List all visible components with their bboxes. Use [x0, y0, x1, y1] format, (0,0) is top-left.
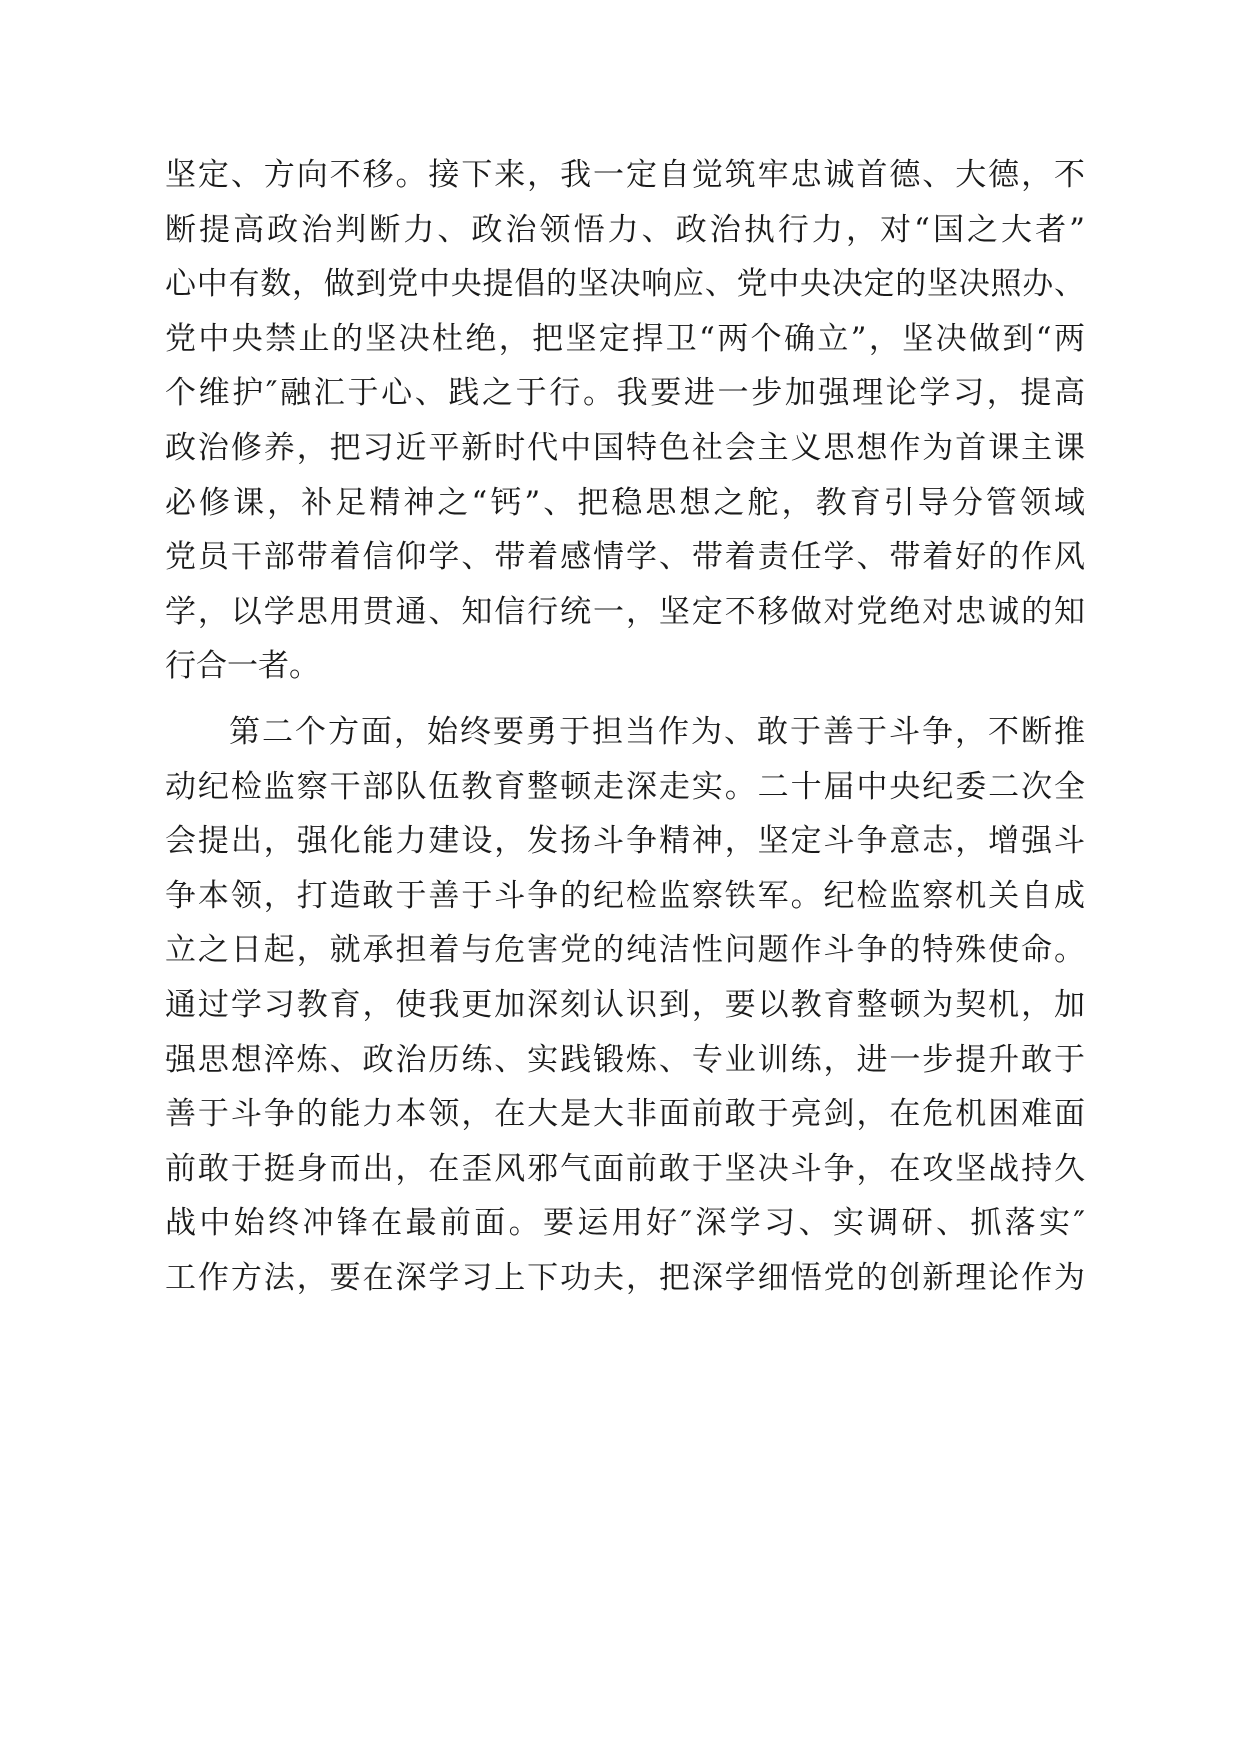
text-line: 心中有数，做到党中央提倡的坚决响应、党中央决定的坚决照办、: [165, 266, 1085, 303]
paragraph-1: [165, 148, 1085, 694]
text-line: 动纪检监察干部队伍教育整顿走深走实。二十届中央纪委二次全: [165, 768, 1085, 805]
text-line: 断提高政治判断力、政治领悟力、政治执行力，对“国之大者”: [165, 211, 1085, 248]
text-line: 第二个方面，始终要勇于担当作为、敢于善于斗争，不断推: [229, 713, 1085, 750]
text-line: 善于斗争的能力本领，在大是大非面前敢于亮剑，在危机困难面: [165, 1096, 1085, 1133]
text-line: 学，以学思用贯通、知信行统一，坚定不移做对党绝对忠诚的知: [165, 593, 1085, 630]
paragraph-2: [165, 705, 1085, 1306]
text-line: 行合一者。: [165, 648, 320, 685]
text-line: 工作方法，要在深学习上下功夫，把深学细悟党的创新理论作为: [165, 1259, 1085, 1296]
text-line: 党中央禁止的坚决杜绝，把坚定捍卫“两个确立”，坚决做到“两: [165, 320, 1085, 357]
text-line: 通过学习教育，使我更加深刻认识到，要以教育整顿为契机，加: [165, 986, 1085, 1023]
text-line: 强思想淬炼、政治历练、实践锻炼、专业训练，进一步提升敢于: [165, 1041, 1085, 1078]
text-line: 党员干部带着信仰学、带着感情学、带着责任学、带着好的作风: [165, 539, 1085, 576]
text-line: 个维护″融汇于心、践之于行。我要进一步加强理论学习，提高: [165, 375, 1085, 412]
text-line: 战中始终冲锋在最前面。要运用好″深学习、实调研、抓落实″: [165, 1205, 1085, 1242]
text-line: 会提出，强化能力建设，发扬斗争精神，坚定斗争意志，增强斗: [165, 823, 1085, 860]
text-line: 政治修养，把习近平新时代中国特色社会主义思想作为首课主课: [165, 429, 1085, 466]
text-line: 争本领，打造敢于善于斗争的纪检监察铁军。纪检监察机关自成: [165, 877, 1085, 914]
text-line: 坚定、方向不移。接下来，我一定自觉筑牢忠诚首德、大德，不: [165, 157, 1085, 193]
document-body: [165, 148, 1085, 1305]
text-line: 立之日起，就承担着与危害党的纯洁性问题作斗争的特殊使命。: [165, 932, 1085, 969]
text-line: 前敢于挺身而出，在歪风邪气面前敢于坚决斗争，在攻坚战持久: [165, 1150, 1085, 1187]
text-line: 必修课，补足精神之“钙”、把稳思想之舵，教育引导分管领域: [165, 484, 1085, 521]
